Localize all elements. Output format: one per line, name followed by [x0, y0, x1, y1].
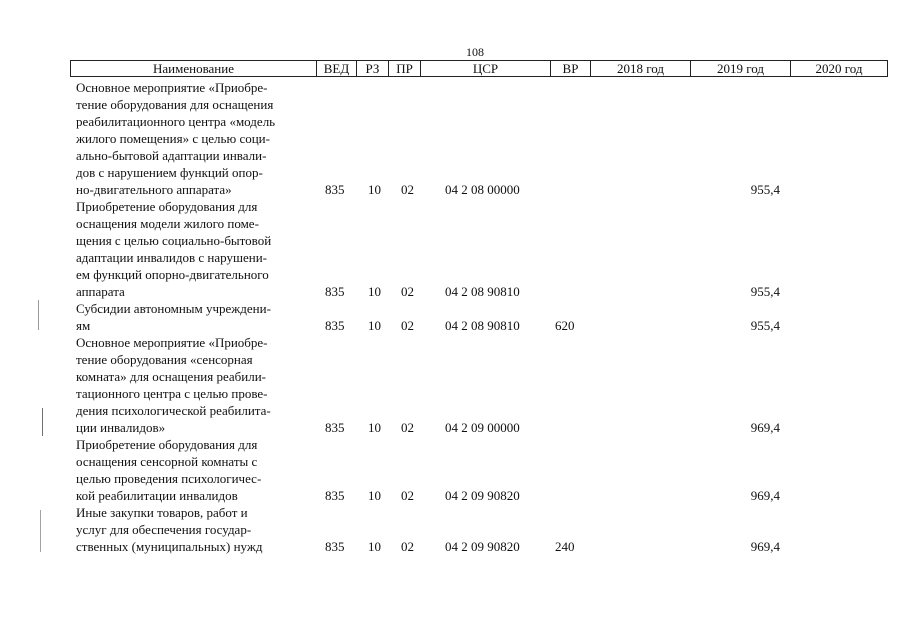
- row-rz: 10: [368, 420, 381, 435]
- page-number: 108: [466, 45, 484, 59]
- header-pr: ПР: [389, 61, 421, 76]
- row-2019: 969,4: [750, 488, 780, 503]
- row-rz: 10: [368, 284, 381, 299]
- row-csr: 04 2 09 90820: [445, 488, 520, 503]
- row-ved: 835: [325, 182, 345, 197]
- header-rz: РЗ: [357, 61, 389, 76]
- row-rz: 10: [368, 488, 381, 503]
- row-pr: 02: [401, 182, 414, 197]
- row-csr: 04 2 08 90810: [445, 284, 520, 299]
- row-name: Основное мероприятие «Приобре- тение оборудования «сенсорная комната» для оснащения реабили- тационного центра с целью прове- дения психологической реабилита- ции инвалидов»: [76, 335, 271, 435]
- row-name: Приобретение оборудования для оснащения сенсорной комнаты с целью проведения психологичес- кой реабилитации инвалидов: [76, 437, 262, 503]
- row-rz: 10: [368, 318, 381, 333]
- table-header: [70, 60, 888, 77]
- row-2019: 969,4: [750, 539, 780, 554]
- row-vr: 240: [555, 539, 575, 554]
- row-ved: 835: [325, 318, 345, 333]
- row-csr: 04 2 09 00000: [445, 420, 520, 435]
- header-vr: ВР: [551, 61, 591, 76]
- row-2019: 955,4: [750, 318, 780, 333]
- row-name: Приобретение оборудования для оснащения модели жилого поме- щения с целью социально-бытовой адаптации инвалидов с нарушени- ем функций опорно-двигательного аппарата: [76, 199, 272, 299]
- header-ved: ВЕД: [317, 61, 357, 76]
- row-name: Основное мероприятие «Приобре- тение оборудования для оснащения реабилитационного центра «модель жилого помещения» с целью соци- ально-бытовой адаптации инвали- дов с нарушением функций опор- но-двигательного аппарата»: [76, 80, 276, 197]
- row-ved: 835: [325, 488, 345, 503]
- header-2020: 2020 год: [815, 61, 863, 76]
- row-pr: 02: [401, 318, 414, 333]
- row-csr: 04 2 08 00000: [445, 182, 520, 197]
- row-vr: 620: [555, 318, 575, 333]
- row-ved: 835: [325, 539, 345, 554]
- row-rz: 10: [368, 539, 381, 554]
- row-2019: 969,4: [750, 420, 780, 435]
- row-csr: 04 2 08 90810: [445, 318, 520, 333]
- row-2019: 955,4: [750, 182, 780, 197]
- row-ved: 835: [325, 420, 345, 435]
- row-csr: 04 2 09 90820: [445, 539, 520, 554]
- row-rz: 10: [368, 182, 381, 197]
- header-2018: 2018 год: [591, 61, 691, 76]
- scan-margin-mark: [42, 408, 43, 436]
- header-csr: ЦСР: [421, 61, 551, 76]
- row-name: Субсидии автономным учреждени- ям: [76, 301, 271, 333]
- scan-margin-mark: [38, 300, 39, 330]
- row-pr: 02: [401, 488, 414, 503]
- row-ved: 835: [325, 284, 345, 299]
- scan-margin-mark: [40, 510, 41, 552]
- row-2019: 955,4: [750, 284, 780, 299]
- row-pr: 02: [401, 420, 414, 435]
- row-pr: 02: [401, 539, 414, 554]
- header-name: Наименование: [71, 61, 317, 76]
- row-name: Иные закупки товаров, работ и услуг для обеспечения государ- ственных (муниципальных) нужд: [76, 505, 263, 554]
- header-2019: 2019 год: [691, 61, 791, 76]
- row-pr: 02: [401, 284, 414, 299]
